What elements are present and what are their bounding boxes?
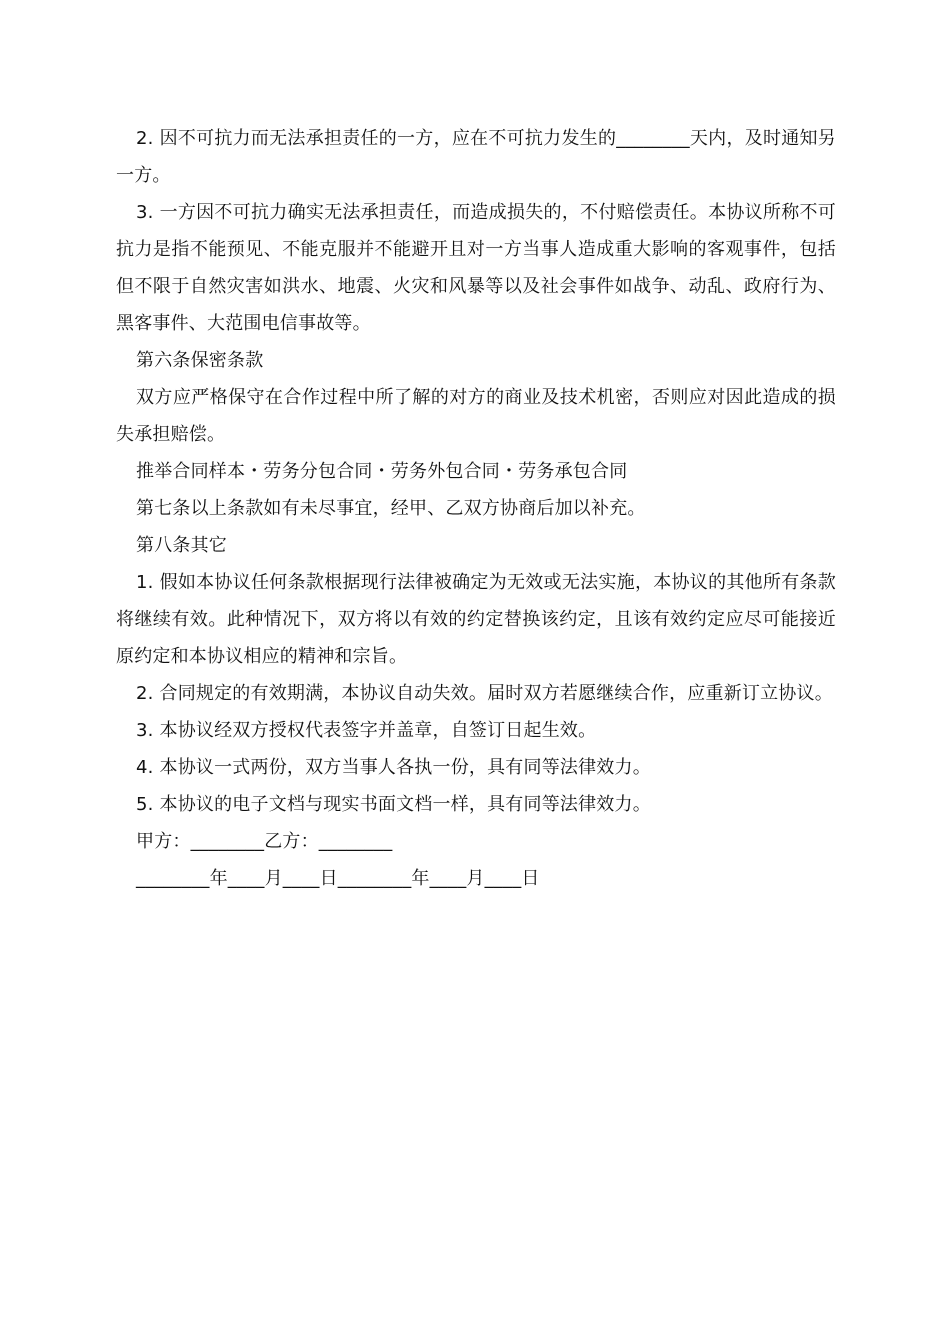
article-8-heading: 第八条其它: [136, 535, 227, 556]
copies-clause: 4. 本协议一式两份，双方当事人各执一份，具有同等法律效力。: [136, 757, 651, 778]
article-7-clause: 第七条以上条款如有未尽事宜，经甲、乙双方协商后加以补充。: [136, 498, 646, 519]
effective-date-clause: 3. 本协议经双方授权代表签字并盖章，自签订日起生效。: [136, 720, 597, 741]
electronic-document-clause: 5. 本协议的电子文档与现实书面文档一样，具有同等法律效力。: [136, 794, 651, 815]
force-majeure-notice-clause: 2. 因不可抗力而无法承担责任的一方，应在不可抗力发生的________天内，及时通知另一方。: [116, 128, 836, 186]
signature-party-line: 甲方：________乙方：________: [136, 831, 393, 852]
document-body: [116, 120, 836, 897]
force-majeure-definition-clause: 3. 一方因不可抗力确实无法承担责任，而造成损失的，不付赔偿责任。本协议所称不可抗力是指不能预见、不能克服并不能避开且对一方当事人造成重大影响的客观事件，包括但不限于自然灾害如洪水、地震、火灾和风暴等以及社会事件如战争、动乱、政府行为、黑客事件、大范围电信事故等。: [116, 202, 836, 334]
article-6-heading: 第六条保密条款: [136, 350, 264, 371]
recommended-templates-line: 推举合同样本・劳务分包合同・劳务外包合同・劳务承包合同: [136, 461, 628, 482]
expiry-clause: 2. 合同规定的有效期满，本协议自动失效。届时双方若愿继续合作，应重新订立协议。: [136, 683, 833, 704]
signature-date-line: ________年____月____日________年____月____日: [136, 868, 540, 889]
confidentiality-clause: 双方应严格保守在合作过程中所了解的对方的商业及技术机密，否则应对因此造成的损失承担赔偿。: [116, 387, 836, 445]
severability-clause: 1. 假如本协议任何条款根据现行法律被确定为无效或无法实施，本协议的其他所有条款将继续有效。此种情况下，双方将以有效的约定替换该约定，且该有效约定应尽可能接近原约定和本协议相应的精神和宗旨。: [116, 572, 836, 667]
